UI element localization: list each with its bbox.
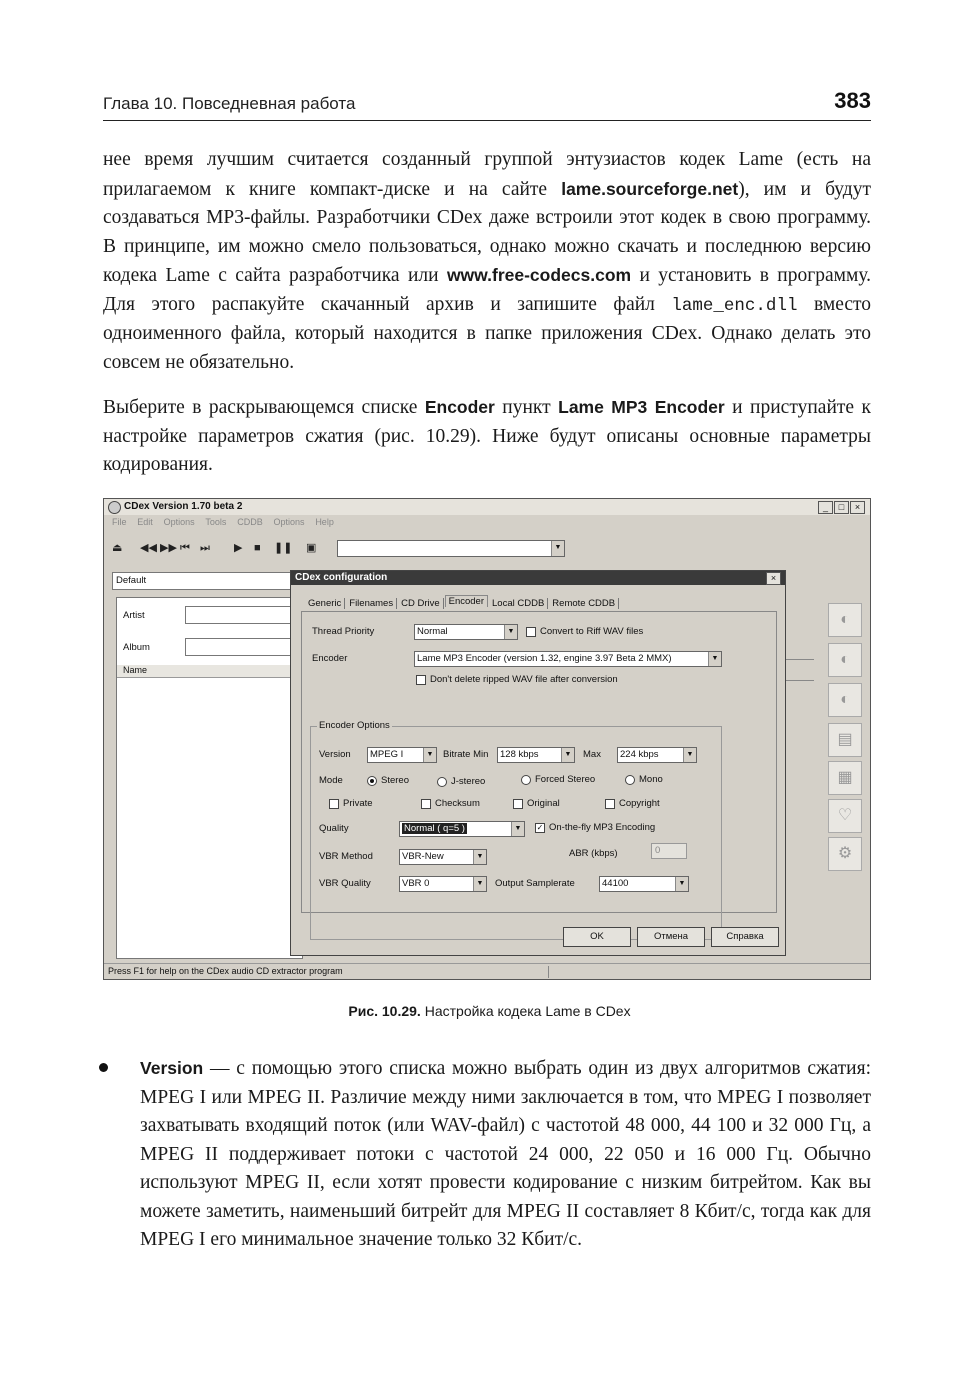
term-lame-mp3-encoder: Lame MP3 Encoder bbox=[558, 397, 725, 417]
chevron-down-icon[interactable]: ▼ bbox=[683, 748, 696, 762]
link-free-codecs[interactable]: www.free-codecs.com bbox=[446, 265, 632, 285]
chevron-down-icon[interactable]: ▼ bbox=[423, 748, 436, 762]
bullet-icon bbox=[99, 1063, 108, 1072]
tab-remote-cddb[interactable]: Remote CDDB bbox=[549, 598, 619, 609]
preset-value: Default bbox=[116, 575, 147, 586]
body-paragraph bbox=[103, 393, 871, 480]
page-number: 383 bbox=[834, 88, 871, 113]
version-select[interactable] bbox=[367, 747, 437, 763]
settings-icon[interactable]: ⚙ bbox=[828, 837, 862, 871]
next-track-icon[interactable]: ⏭ bbox=[200, 542, 210, 554]
on-the-fly-label: On-the-fly MP3 Encoding bbox=[549, 822, 656, 833]
close-icon[interactable]: × bbox=[766, 572, 781, 585]
convert-wav-icon[interactable]: ▤ bbox=[828, 723, 862, 757]
convert-riff-checkbox[interactable] bbox=[526, 627, 536, 637]
convert-riff-label: Convert to Riff WAV files bbox=[540, 626, 644, 637]
pause-icon[interactable]: ❚❚ bbox=[274, 542, 293, 554]
track-list-columns bbox=[784, 659, 814, 681]
artist-label: Artist bbox=[123, 610, 145, 621]
vbr-quality-select[interactable] bbox=[399, 876, 487, 892]
original-checkbox[interactable] bbox=[513, 799, 523, 809]
tab-encoder[interactable]: Encoder bbox=[445, 595, 488, 607]
version-label: Version bbox=[319, 749, 351, 760]
menu-help[interactable]: Help bbox=[315, 517, 334, 527]
quality-value: Normal ( q=5 ) bbox=[404, 823, 465, 834]
thread-priority-value: Normal bbox=[417, 626, 448, 637]
quality-label: Quality bbox=[319, 823, 349, 834]
term-version: Version bbox=[140, 1058, 204, 1078]
mode-forced-stereo-radio[interactable] bbox=[521, 775, 531, 785]
caption-text: Настройка кодека Lame в CDex bbox=[420, 1003, 631, 1019]
samplerate-label: Output Samplerate bbox=[495, 878, 575, 889]
help-button[interactable]: Справка bbox=[711, 927, 779, 947]
dont-delete-label: Don't delete ripped WAV file after conversion bbox=[430, 674, 618, 685]
extract-tracks-icon[interactable]: ◐ bbox=[828, 603, 862, 637]
cancel-button[interactable]: Отмена bbox=[637, 927, 705, 947]
dont-delete-checkbox[interactable] bbox=[416, 675, 426, 685]
abr-field[interactable] bbox=[651, 843, 687, 859]
vbr-quality-label: VBR Quality bbox=[319, 878, 371, 889]
abr-label: ABR (kbps) bbox=[569, 848, 618, 859]
menu-file[interactable]: File bbox=[112, 517, 127, 527]
original-label: Original bbox=[527, 798, 560, 809]
track-list-header[interactable] bbox=[117, 665, 301, 678]
window-title: CDex Version 1.70 beta 2 bbox=[124, 501, 243, 512]
version-value: MPEG I bbox=[370, 749, 404, 760]
encoder-select[interactable] bbox=[414, 651, 722, 667]
thread-priority-select[interactable] bbox=[414, 624, 518, 640]
column-name: Name bbox=[123, 665, 148, 675]
track-list-panel bbox=[116, 597, 303, 959]
chevron-down-icon[interactable]: ▼ bbox=[473, 850, 486, 864]
maximize-icon[interactable]: □ bbox=[834, 501, 849, 514]
mode-forced-stereo-label: Forced Stereo bbox=[535, 774, 596, 785]
chevron-down-icon[interactable]: ▼ bbox=[504, 625, 517, 639]
close-icon[interactable]: × bbox=[850, 501, 865, 514]
chevron-down-icon[interactable]: ▼ bbox=[561, 748, 574, 762]
status-text: Press F1 for help on the CDex audio CD extractor program bbox=[108, 966, 343, 976]
play-icon[interactable]: ▶ bbox=[234, 542, 243, 554]
text-run: нее время лучшим считается созданный группой энтузиастов кодек Lame (есть на прилагаемом к книге компакт-диске и на сайте bbox=[103, 149, 871, 200]
status-divider bbox=[548, 966, 549, 978]
bullet-paragraph bbox=[140, 1054, 871, 1255]
private-checkbox[interactable] bbox=[329, 799, 339, 809]
window-titlebar bbox=[104, 499, 870, 515]
extract-partial-icon[interactable]: ◐ bbox=[828, 683, 862, 717]
vbr-quality-value: VBR 0 bbox=[402, 878, 430, 889]
cd-info-icon[interactable]: ▣ bbox=[306, 542, 317, 554]
stop-icon[interactable]: ■ bbox=[254, 542, 261, 554]
rewind-icon[interactable]: ◀◀ bbox=[140, 542, 157, 554]
bitrate-min-label: Bitrate Min bbox=[443, 749, 489, 760]
running-head bbox=[103, 88, 871, 121]
album-field[interactable] bbox=[185, 638, 301, 656]
caption-label: Рис. 10.29. bbox=[348, 1003, 421, 1019]
checksum-label: Checksum bbox=[435, 798, 480, 809]
mode-stereo-label: Stereo bbox=[381, 775, 409, 786]
vbr-method-value: VBR-New bbox=[402, 851, 444, 862]
previous-track-icon[interactable]: ⏮ bbox=[180, 542, 190, 554]
artist-field[interactable] bbox=[185, 606, 301, 624]
text-run: ), им и будут создаваться MP3-файлы. Разработчики CDex даже встроили этот кодек в свою программу. В принципе, им можно смело пользоваться, однако можно скачать и последнюю версию кодека Lame с сайта разработчика или bbox=[103, 178, 871, 286]
samplerate-value: 44100 bbox=[602, 878, 629, 889]
chevron-down-icon[interactable]: ▼ bbox=[511, 822, 524, 836]
term-encoder: Encoder bbox=[424, 397, 495, 417]
text-run: — с помощью этого списка можно выбрать один из двух алгоритмов сжатия: MPEG I или MPEG II. Различие между ними заключается в том, что MPEG I позволяет захватывать входящий поток (или WAV-файл) с частотой 48 000, 44 100 и 32 000 Гц, а MPEG II поддерживает потоки с частотой 24 000, 22 050 и 16 000 Гц. Обычно используют MPEG II, если хотят провести кодирование с низким битрейтом. Как вы можете заметить, наименьший битрейт для MPEG II составляет 8 Кбит/с, тогда как для MPEG I его минимальное значение только 32 Кбит/с. bbox=[140, 1058, 871, 1250]
cdex-app-icon bbox=[108, 501, 121, 514]
drive-select[interactable] bbox=[337, 540, 565, 557]
vbr-method-label: VBR Method bbox=[319, 851, 373, 862]
private-label: Private bbox=[343, 798, 373, 809]
mode-jstereo-radio[interactable] bbox=[437, 777, 447, 787]
encoder-label: Encoder bbox=[312, 653, 348, 664]
samplerate-select[interactable] bbox=[599, 876, 689, 892]
menu-options[interactable]: Options bbox=[163, 517, 195, 527]
chevron-down-icon[interactable]: ▼ bbox=[551, 541, 564, 556]
bitrate-max-select[interactable] bbox=[617, 747, 697, 763]
screenshot-figure bbox=[103, 498, 871, 980]
thread-priority-label: Thread Priority bbox=[312, 626, 375, 637]
menu-options-2[interactable]: Options bbox=[273, 517, 305, 527]
convert-mp3-icon[interactable]: ▦ bbox=[828, 761, 862, 795]
ok-button[interactable]: OK bbox=[563, 927, 631, 947]
encoder-tab-panel bbox=[301, 611, 777, 913]
config-dialog bbox=[290, 570, 786, 956]
chevron-down-icon[interactable]: ▼ bbox=[473, 877, 486, 891]
album-label: Album bbox=[123, 642, 150, 653]
menu-tools[interactable]: Tools bbox=[205, 517, 227, 527]
text-run: и установить в программу. Для этого распакуйте скачанный архив и запишите файл bbox=[103, 265, 871, 315]
tab-generic[interactable]: Generic bbox=[305, 598, 345, 609]
dialog-titlebar bbox=[291, 571, 785, 585]
chevron-down-icon[interactable]: ▼ bbox=[708, 652, 721, 666]
on-the-fly-checkbox[interactable]: ✓ bbox=[536, 823, 544, 832]
checksum-checkbox[interactable] bbox=[421, 799, 431, 809]
link-lame-sourceforge[interactable]: lame.sourceforge.net bbox=[561, 178, 739, 199]
encoder-value: Lame MP3 Encoder (version 1.32, engine 3.97 Beta 2 MMX) bbox=[417, 653, 672, 664]
menubar bbox=[104, 517, 870, 531]
extract-mp3-icon[interactable]: ◐ bbox=[828, 643, 862, 677]
encoder-options-title: Encoder Options bbox=[319, 720, 390, 731]
toolbar bbox=[110, 539, 560, 557]
vbr-method-select[interactable] bbox=[399, 849, 487, 865]
copyright-label: Copyright bbox=[619, 798, 660, 809]
copyright-checkbox[interactable] bbox=[605, 799, 615, 809]
status-bar bbox=[104, 963, 870, 980]
preset-field[interactable] bbox=[112, 572, 294, 590]
menu-cddb[interactable]: CDDB bbox=[237, 517, 263, 527]
encoder-options-group bbox=[310, 720, 722, 940]
quality-select[interactable] bbox=[399, 821, 525, 837]
text-run: вместо одноименного файла, который находится в папке приложения CDex. Однако делать это совсем не обязательно. bbox=[103, 293, 871, 373]
mode-mono-radio[interactable] bbox=[625, 775, 635, 785]
chevron-down-icon[interactable]: ▼ bbox=[675, 877, 688, 891]
eject-icon[interactable]: ⏏ bbox=[112, 542, 123, 554]
figure-caption bbox=[0, 1003, 979, 1019]
dialog-title: CDex configuration bbox=[295, 572, 388, 583]
mode-label: Mode bbox=[319, 775, 343, 786]
tab-local-cddb[interactable]: Local CDDB bbox=[489, 598, 548, 609]
body-paragraph bbox=[103, 146, 871, 377]
tab-cd-drive[interactable]: CD Drive bbox=[398, 598, 444, 609]
file-name: lame_enc.dll bbox=[671, 295, 798, 316]
fast-forward-icon[interactable]: ▶▶ bbox=[160, 542, 177, 554]
mode-mono-label: Mono bbox=[639, 774, 663, 785]
max-label: Max bbox=[583, 749, 601, 760]
bitrate-min-select[interactable] bbox=[497, 747, 575, 763]
minimize-icon[interactable]: _ bbox=[818, 501, 833, 514]
bitrate-max-value: 224 kbps bbox=[620, 749, 659, 760]
record-icon[interactable]: ♡ bbox=[828, 799, 862, 833]
abr-value: 0 bbox=[655, 845, 661, 856]
tab-filenames[interactable]: Filenames bbox=[346, 598, 397, 609]
bitrate-min-value: 128 kbps bbox=[500, 749, 539, 760]
mode-stereo-radio[interactable] bbox=[367, 776, 377, 786]
mode-jstereo-label: J-stereo bbox=[451, 776, 486, 787]
menu-edit[interactable]: Edit bbox=[137, 517, 153, 527]
text-run: и приступайте к настройке параметров сжатия (рис. 10.29). Ниже будут описаны основные параметры кодирования. bbox=[103, 397, 871, 475]
text-run: Выберите в раскрывающемся списке bbox=[103, 397, 425, 418]
text-run: пункт bbox=[494, 397, 559, 418]
tab-bar bbox=[305, 597, 620, 611]
chapter-title: Глава 10. Повседневная работа bbox=[103, 94, 356, 113]
